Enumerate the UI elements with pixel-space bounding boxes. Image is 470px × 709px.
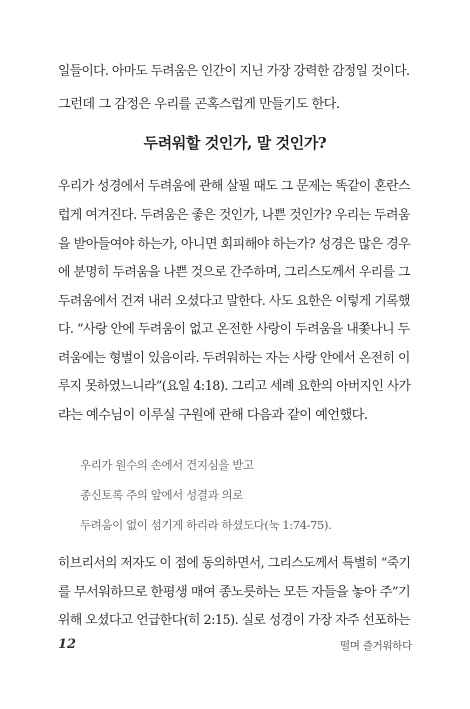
text-line: 을 받아들여야 하는가, 아니면 회피해야 하는가? 성경은 많은 경우: [58, 237, 411, 252]
text-line: 그런데 그 감정은 우리를 곤혹스럽게 만들기도 한다.: [58, 97, 340, 112]
quote-line: 종신토록 주의 앞에서 성결과 의로: [80, 488, 243, 502]
quote-line: 우리가 원수의 손에서 건지심을 받고: [80, 458, 254, 472]
text-line: 우리가 성경에서 두려움에 관해 살필 때도 그 문제는 똑같이 혼란스: [58, 179, 410, 194]
quote-line: 두려움이 없이 섬기게 하리라 하셨도다(눅 1:74-75).: [80, 518, 332, 532]
text-line: 를 무서워하므로 한평생 매여 종노릇하는 모든 자들을 놓아 주”기: [58, 585, 411, 600]
text-line: 려움에는 형벌이 있음이라. 두려워하는 자는 사랑 안에서 온전히 이: [58, 351, 410, 366]
text-line: 두려움에서 건져 내러 오셨다고 말한다. 사도 요한은 이렇게 기록했: [58, 294, 410, 309]
page-number: 12: [58, 637, 77, 652]
text-line: 에 분명히 두려움을 나쁜 것으로 간주하며, 그리스도께서 우리를 그: [58, 265, 410, 280]
text-line: 다. “사랑 안에 두려움이 없고 온전한 사랑이 두려움을 내쫓나니 두: [58, 322, 410, 337]
text-line: 히브리서의 저자도 이 점에 동의하면서, 그리스도께서 특별히 “죽기: [58, 556, 411, 571]
text-line: 위해 오셨다고 언급한다(히 2:15). 실로 성경이 가장 자주 선포하는: [58, 613, 410, 628]
text-line: 랴는 예수님이 이루실 구원에 관해 다음과 같이 예언했다.: [58, 408, 368, 423]
text-line: 럽게 여겨진다. 두려움은 좋은 것인가, 나쁜 것인가? 우리는 두려움: [58, 208, 410, 223]
text-line: 루지 못하였느니라”(요일 4:18). 그리고 세례 요한의 아버지인 사가: [58, 379, 411, 394]
text-line: 일들이다. 아마도 두려움은 인간이 지닌 가장 강력한 감정일 것이다.: [58, 64, 410, 79]
running-title: 떨며 즐거워하다: [340, 640, 412, 652]
section-heading: 두려워할 것인가, 말 것인가?: [143, 134, 327, 152]
